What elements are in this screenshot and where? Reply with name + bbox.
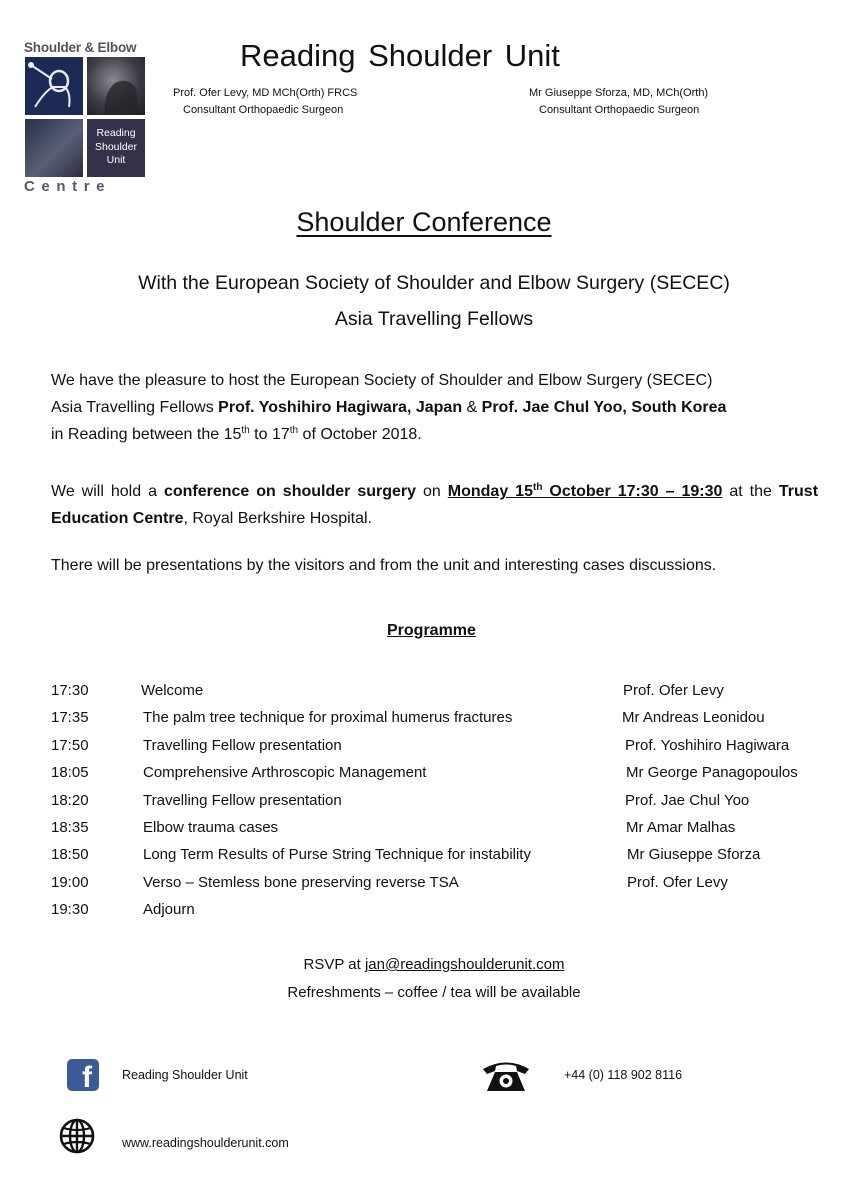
- centre-logo: [24, 38, 148, 198]
- programme-speaker: Mr Amar Malhas: [626, 819, 736, 836]
- programme-time: 17:50: [51, 737, 89, 754]
- programme-time: 17:35: [51, 709, 89, 726]
- logo-tile-text: Reading Shoulder Unit: [87, 119, 145, 177]
- conference-subtitle-2: Asia Travelling Fellows: [334, 308, 534, 330]
- programme-title: Long Term Results of Purse String Technique for instability: [143, 846, 531, 863]
- programme-title: Welcome: [141, 682, 204, 699]
- programme-speaker: Mr Andreas Leonidou: [622, 709, 765, 726]
- surgeon-name: Mr Giuseppe Sforza, MD, MCh(Orth): [529, 87, 709, 99]
- programme-title: Travelling Fellow presentation: [143, 737, 342, 754]
- surgeon-levy: [173, 85, 357, 119]
- programme-row: [0, 846, 848, 866]
- programme-row: [0, 792, 848, 812]
- programme-speaker: Mr George Panagopoulos: [626, 764, 798, 781]
- programme-speaker: Mr Giuseppe Sforza: [627, 846, 761, 863]
- rsvp-line: RSVP at jan@readingshoulderunit.com: [303, 956, 565, 973]
- surgeon-role: Consultant Orthopaedic Surgeon: [183, 104, 344, 116]
- programme-title: Adjourn: [143, 901, 195, 918]
- programme-row: [0, 709, 848, 729]
- programme-time: 19:30: [51, 901, 89, 918]
- telephone-icon: [481, 1058, 531, 1094]
- programme-title: Elbow trauma cases: [143, 819, 279, 836]
- phone-number: +44 (0) 118 902 8116: [564, 1068, 683, 1082]
- logo-tile-photo: [87, 57, 145, 115]
- programme-row: [0, 764, 848, 784]
- unit-title: Reading Shoulder Unit: [240, 38, 560, 73]
- refreshments-note: Refreshments – coffee / tea will be available: [287, 984, 581, 1001]
- programme-title: Travelling Fellow presentation: [143, 792, 342, 809]
- intro-paragraph: We have the pleasure to host the European Society of Shoulder and Elbow Surgery (SECEC) Asia Travelling Fellows Prof. Yoshihiro Hagiwara, Japan & Prof. Jae Chul Yoo, South Korea in Reading between the 15th to 17th of October 2018.: [51, 372, 727, 443]
- logo-bottom-text: Centre: [24, 178, 112, 195]
- programme-heading: Programme: [387, 622, 476, 639]
- programme-title: Verso – Stemless bone preserving reverse TSA: [143, 874, 459, 891]
- event-paragraph: We will hold a conference on shoulder surgery on Monday 15th October 17:30 – 19:30 at the Trust Education Centre, Royal Berkshire Hospital.: [51, 482, 819, 527]
- programme-row: [0, 874, 848, 894]
- logo-tile-gradient: [25, 119, 83, 177]
- rsvp-email-link[interactable]: jan@readingshoulderunit.com: [364, 956, 565, 973]
- programme-time: 19:00: [51, 874, 89, 891]
- logo-tile-xray: [25, 57, 83, 115]
- conference-title: Shoulder Conference: [296, 207, 552, 237]
- programme-row: [0, 682, 848, 702]
- presentations-paragraph: There will be presentations by the visitors and from the unit and interesting cases discussions.: [51, 557, 717, 574]
- surgeon-name: Prof. Ofer Levy, MD MCh(Orth) FRCS: [173, 87, 358, 99]
- programme-time: 17:30: [51, 682, 89, 699]
- programme-time: 18:20: [51, 792, 89, 809]
- facebook-icon[interactable]: f: [67, 1059, 99, 1091]
- programme-speaker: Prof. Ofer Levy: [623, 682, 724, 699]
- programme-speaker: Prof. Yoshihiro Hagiwara: [625, 737, 790, 754]
- programme-speaker: Prof. Ofer Levy: [627, 874, 728, 891]
- programme-title: The palm tree technique for proximal humerus fractures: [143, 709, 513, 726]
- conference-subtitle-1: With the European Society of Shoulder and Elbow Surgery (SECEC): [138, 272, 730, 294]
- event-date: Monday 15th October 17:30 – 19:30: [447, 482, 723, 500]
- surgeon-role: Consultant Orthopaedic Surgeon: [539, 104, 700, 116]
- programme-row: [0, 819, 848, 839]
- programme-title: Comprehensive Arthroscopic Management: [143, 764, 427, 781]
- surgeon-sforza: [529, 85, 708, 119]
- programme-row: [0, 901, 848, 921]
- programme-speaker: Prof. Jae Chul Yoo: [625, 792, 750, 809]
- programme-time: 18:50: [51, 846, 89, 863]
- fellow-1: Prof. Yoshihiro Hagiwara, Japan: [218, 399, 463, 416]
- facebook-label: Reading Shoulder Unit: [122, 1068, 248, 1082]
- programme-row: [0, 737, 848, 757]
- fellow-2: Prof. Jae Chul Yoo, South Korea: [481, 399, 727, 416]
- event-venue: Trust Education Centre: [51, 483, 819, 527]
- programme-time: 18:35: [51, 819, 89, 836]
- website-link[interactable]: www.readingshoulderunit.com: [122, 1136, 289, 1150]
- logo-top-text: Shoulder & Elbow: [24, 40, 137, 55]
- programme-time: 18:05: [51, 764, 89, 781]
- globe-icon: [57, 1118, 97, 1154]
